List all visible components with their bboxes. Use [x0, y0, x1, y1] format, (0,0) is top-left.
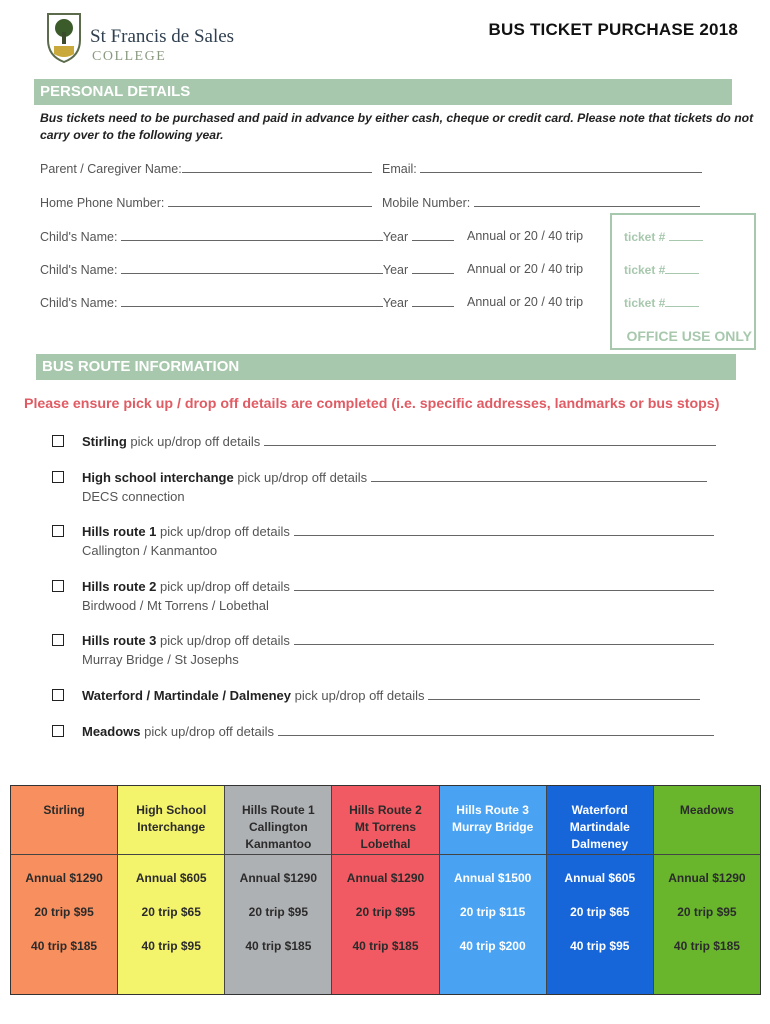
- price-t40: 40 trip $185: [673, 939, 740, 953]
- price-column-header: Hills Route 1 Callington Kanmantoo: [225, 786, 331, 855]
- price-annual: Annual $1500: [453, 871, 532, 885]
- trip-type-1: Annual or 20 / 40 trip: [467, 229, 584, 243]
- price-annual: Annual $605: [135, 871, 207, 885]
- bus-route-heading: BUS ROUTE INFORMATION: [36, 354, 736, 380]
- document-title: BUS TICKET PURCHASE 2018: [488, 20, 738, 39]
- route-warning: Please ensure pick up / drop off details are completed (i.e. specific addresses, landmarks or bus stops): [24, 396, 720, 412]
- route-hills-3[interactable]: Hills route 3 pick up/drop off details Murray Bridge / St Josephs: [52, 633, 714, 667]
- route-waterford[interactable]: Waterford / Martindale / Dalmeney pick up/drop off details: [52, 688, 700, 703]
- intro-text: Bus tickets need to be purchased and paid in advance by either cash, cheque or credit card. Please note that tickets do not carry over to the following year.: [40, 111, 754, 142]
- price-column: [225, 786, 332, 994]
- price-t20: 20 trip $95: [248, 905, 309, 919]
- checkbox[interactable]: [52, 471, 64, 483]
- price-column: [118, 786, 225, 994]
- ticket-number-1: ticket #: [624, 229, 703, 244]
- price-column: [654, 786, 760, 994]
- price-column: [11, 786, 118, 994]
- logo-subtitle: COLLEGE: [92, 49, 167, 64]
- child-name-label: Child's Name:: [40, 230, 118, 244]
- parent-name-label: Parent / Caregiver Name:: [40, 162, 182, 176]
- year-label: Year: [382, 263, 409, 277]
- child-name-field-1[interactable]: [40, 229, 454, 244]
- route-high-school-interchange[interactable]: High school interchange pick up/drop off details DECS connection: [52, 470, 707, 504]
- crest-icon: [46, 12, 82, 64]
- email-field[interactable]: [382, 161, 702, 176]
- price-t40: 40 trip $95: [570, 939, 630, 953]
- child-name-label: Child's Name:: [40, 296, 118, 310]
- trip-type-2: Annual or 20 / 40 trip: [467, 262, 584, 276]
- price-column-header: Stirling: [11, 786, 117, 855]
- price-column-header: High School Interchange: [118, 786, 224, 855]
- price-t20: 20 trip $95: [355, 905, 416, 919]
- child-name-field-2[interactable]: [40, 262, 454, 277]
- home-phone-field[interactable]: [40, 195, 372, 210]
- home-phone-label: Home Phone Number:: [40, 196, 165, 210]
- price-t40: 40 trip $185: [245, 939, 312, 953]
- price-t40: 40 trip $185: [31, 939, 98, 953]
- price-column-header: Meadows: [654, 786, 760, 855]
- price-t20: 20 trip $95: [677, 905, 737, 919]
- checkbox[interactable]: [52, 634, 64, 646]
- personal-details-heading: PERSONAL DETAILS: [34, 79, 732, 105]
- price-column-header: Hills Route 2 Mt Torrens Lobethal: [332, 786, 438, 855]
- price-annual: Annual $1290: [668, 871, 746, 885]
- ticket-number-2: ticket #: [624, 262, 699, 277]
- checkbox[interactable]: [52, 580, 64, 592]
- price-table: [10, 785, 761, 995]
- price-t40: 40 trip $95: [141, 939, 201, 953]
- college-logo: [46, 12, 246, 68]
- price-t40: 40 trip $200: [459, 939, 526, 953]
- year-label: Year: [382, 296, 409, 310]
- mobile-label: Mobile Number:: [382, 196, 471, 210]
- price-annual: Annual $1290: [25, 871, 103, 885]
- year-label: Year: [382, 230, 409, 244]
- price-t20: 20 trip $65: [570, 905, 630, 919]
- price-t40: 40 trip $185: [352, 939, 419, 953]
- ticket-number-3: ticket #: [624, 295, 699, 310]
- checkbox[interactable]: [52, 525, 64, 537]
- email-label: Email:: [382, 162, 417, 176]
- price-column: [332, 786, 439, 994]
- price-t20: 20 trip $95: [34, 905, 94, 919]
- price-column-header: Hills Route 3 Murray Bridge: [440, 786, 546, 855]
- office-use-label: OFFICE USE ONLY: [626, 328, 752, 344]
- route-hills-2[interactable]: Hills route 2 pick up/drop off details Birdwood / Mt Torrens / Lobethal: [52, 579, 714, 613]
- checkbox[interactable]: [52, 435, 64, 447]
- trip-type-3: Annual or 20 / 40 trip: [467, 295, 584, 309]
- child-name-field-3[interactable]: [40, 295, 454, 310]
- price-t20: 20 trip $115: [459, 905, 526, 919]
- checkbox[interactable]: [52, 689, 64, 701]
- checkbox[interactable]: [52, 725, 64, 737]
- child-name-label: Child's Name:: [40, 263, 118, 277]
- price-t20: 20 trip $65: [141, 905, 201, 919]
- price-annual: Annual $1290: [239, 871, 318, 885]
- price-column-header: Waterford Martindale Dalmeney: [547, 786, 653, 855]
- route-hills-1[interactable]: Hills route 1 pick up/drop off details Callington / Kanmantoo: [52, 524, 714, 558]
- price-column: [547, 786, 654, 994]
- price-annual: Annual $1290: [346, 871, 425, 885]
- price-column: [440, 786, 547, 994]
- logo-name: St Francis de Sales: [90, 26, 235, 47]
- price-annual: Annual $605: [564, 871, 636, 885]
- route-meadows[interactable]: Meadows pick up/drop off details: [52, 724, 714, 739]
- parent-name-field[interactable]: [40, 161, 372, 176]
- mobile-field[interactable]: [382, 195, 700, 210]
- route-stirling[interactable]: Stirling pick up/drop off details: [52, 434, 716, 449]
